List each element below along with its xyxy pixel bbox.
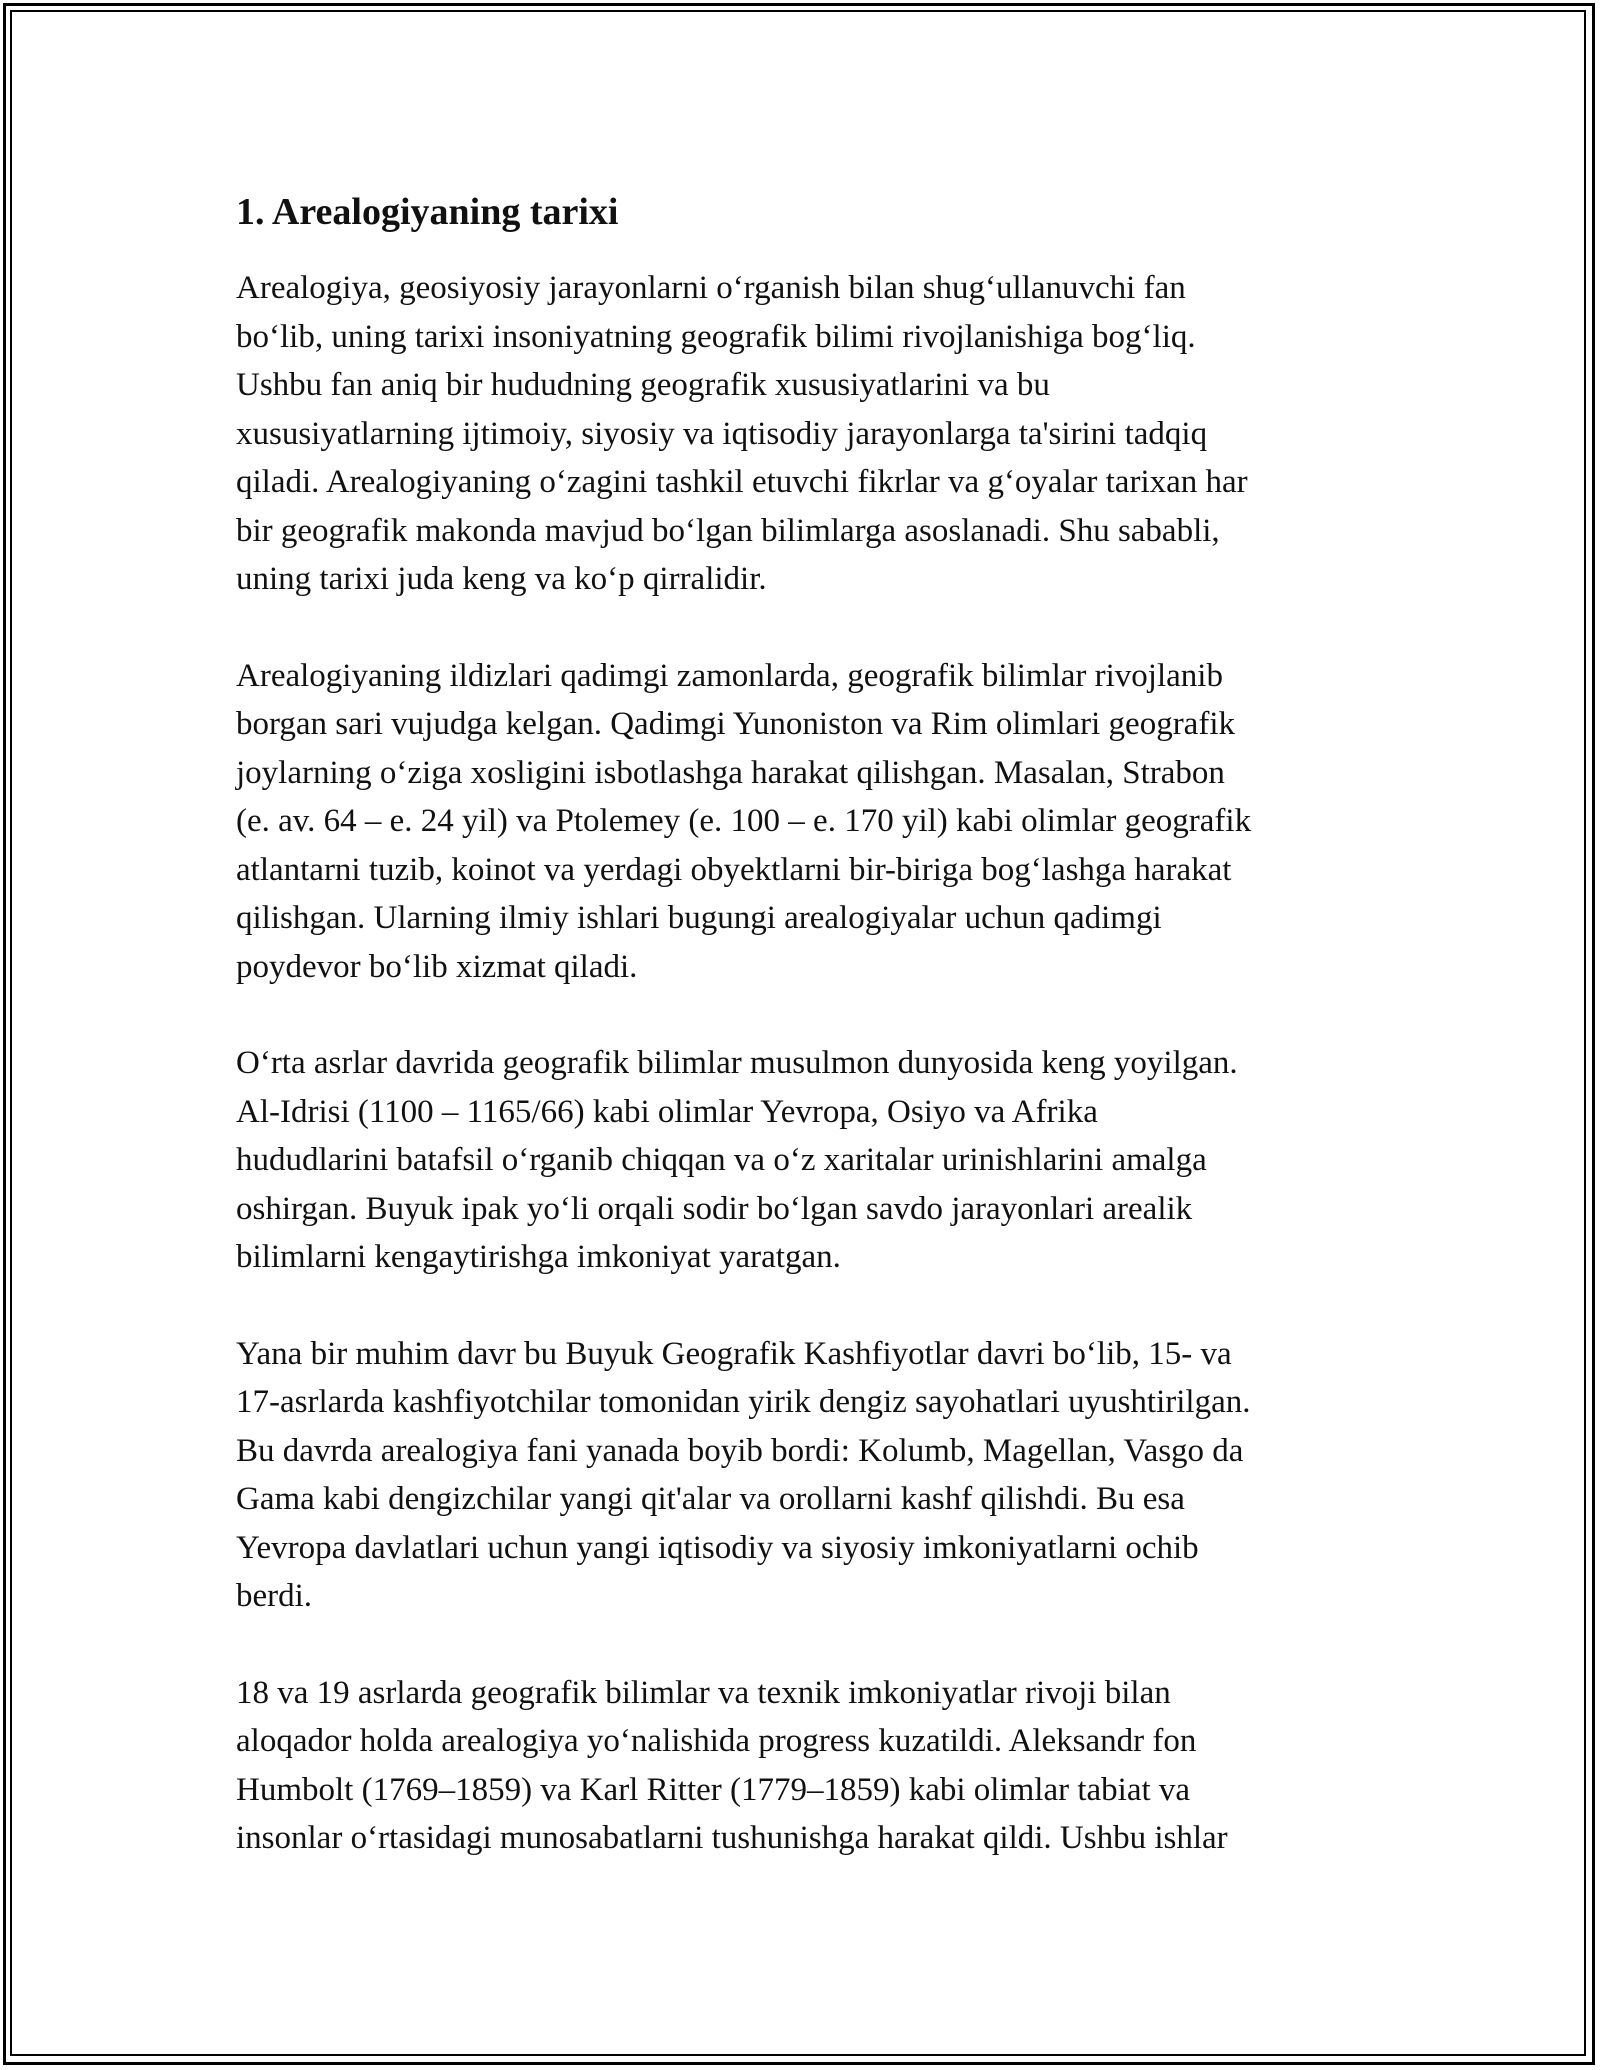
- text-line: joylarning o‘ziga xosligini isbotlashga harakat qilishgan. Masalan, Strabon: [236, 754, 1225, 791]
- text-line: hududlarini batafsil o‘rganib chiqqan va o‘z xaritalar urinishlarini amalga: [236, 1142, 1207, 1178]
- paragraph-1: [236, 264, 1376, 604]
- text-line: Yana bir muhim davr bu Buyuk Geografik Kashfiyotlar davri bo‘lib, 15- va: [236, 1335, 1232, 1372]
- text-line: xususiyatlarning ijtimoiy, siyosiy va iqtisodiy jarayonlarga ta'sirini tadqiq: [236, 415, 1208, 452]
- text-line: Arealogiyaning ildizlari qadimgi zamonlarda, geografik bilimlar rivojlanib: [236, 657, 1223, 694]
- text-line: (e. av. 64 – e. 24 yil) va Ptolemey (e. 100 – e. 170 yil) kabi olimlar geografik: [236, 803, 1252, 839]
- paragraph-4: [236, 1330, 1376, 1621]
- text-line: bilimlarni kengaytirishga imkoniyat yaratgan.: [236, 1239, 841, 1275]
- text-line: bo‘lib, uning tarixi insoniyatning geografik bilimi rivojlanishiga bog‘liq.: [236, 318, 1196, 355]
- document-body: [236, 188, 1376, 1911]
- text-line: atlantarni tuzib, koinot va yerdagi obyektlarni bir-biriga bog‘lashga harakat: [236, 851, 1232, 888]
- section-heading: 1. Arealogiyaning tarixi: [236, 191, 619, 233]
- text-line: Yevropa davlatlari uchun yangi iqtisodiy va siyosiy imkoniyatlarni ochib: [236, 1529, 1199, 1566]
- text-line: borgan sari vujudga kelgan. Qadimgi Yunoniston va Rim olimlari geografik: [236, 706, 1235, 742]
- text-line: aloqador holda arealogiya yo‘nalishida progress kuzatildi. Aleksandr fon: [236, 1723, 1197, 1759]
- text-line: poydevor bo‘lib xizmat qiladi.: [236, 948, 638, 985]
- text-line: Humbolt (1769–1859) va Karl Ritter (1779–1859) kabi olimlar tabiat va: [236, 1771, 1191, 1808]
- text-line: insonlar o‘rtasidagi munosabatlarni tushunishga harakat qildi. Ushbu ishlar: [236, 1820, 1228, 1856]
- text-line: Al-Idrisi (1100 – 1165/66) kabi olimlar Yevropa, Osiyo va Afrika: [236, 1093, 1098, 1130]
- text-line: 17-asrlarda kashfiyotchilar tomonidan yirik dengiz sayohatlari uyushtirilgan.: [236, 1384, 1251, 1420]
- text-line: oshirgan. Buyuk ipak yo‘li orqali sodir bo‘lgan savdo jarayonlari arealik: [236, 1190, 1193, 1227]
- text-line: bir geografik makonda mavjud bo‘lgan bilimlarga asoslanadi. Shu sababli,: [236, 512, 1220, 549]
- text-line: uning tarixi juda keng va ko‘p qirralidir.: [236, 561, 767, 597]
- text-line: Ushbu fan aniq bir hududning geografik xususiyatlarini va bu: [236, 367, 1050, 403]
- text-line: Arealogiya, geosiyosiy jarayonlarni o‘rganish bilan shug‘ullanuvchi fan: [236, 270, 1186, 306]
- text-line: berdi.: [236, 1578, 313, 1614]
- text-line: 18 va 19 asrlarda geografik bilimlar va texnik imkoniyatlar rivoji bilan: [236, 1674, 1171, 1711]
- text-line: qiladi. Arealogiyaning o‘zagini tashkil etuvchi fikrlar va g‘oyalar tarixan har: [236, 464, 1248, 500]
- text-line: Bu davrda arealogiya fani yanada boyib bordi: Kolumb, Magellan, Vasgo da: [236, 1432, 1244, 1469]
- text-line: Gama kabi dengizchilar yangi qit'alar va orollarni kashf qilishdi. Bu esa: [236, 1481, 1185, 1517]
- paragraph-5: [236, 1669, 1376, 1863]
- text-line: qilishgan. Ularning ilmiy ishlari bugungi arealogiyalar uchun qadimgi: [236, 900, 1162, 936]
- paragraph-2: [236, 652, 1376, 992]
- text-line: O‘rta asrlar davrida geografik bilimlar musulmon dunyosida keng yoyilgan.: [236, 1045, 1238, 1081]
- paragraph-3: [236, 1039, 1376, 1282]
